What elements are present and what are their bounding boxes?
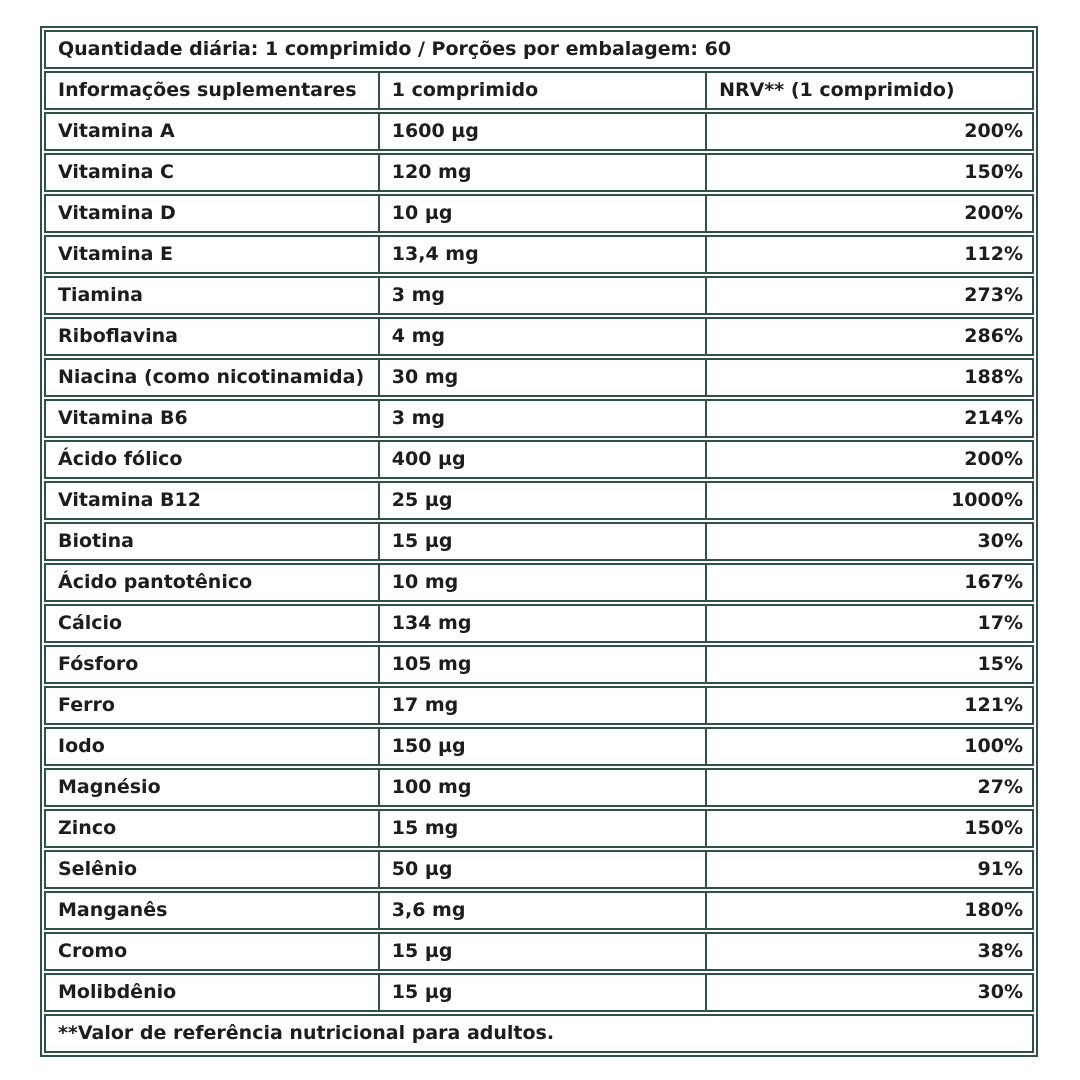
amount-cell: 120 mg xyxy=(378,155,705,190)
nutrient-name-cell: Vitamina B12 xyxy=(58,488,201,511)
nutrient-name-cell: Cálcio xyxy=(58,611,123,634)
amount-cell: 3,6 mg xyxy=(378,893,705,928)
nrv-cell: 30% xyxy=(705,975,1032,1010)
table-row xyxy=(44,276,1034,315)
amount-cell: 10 mg xyxy=(378,565,705,600)
amount-cell: 1600 µg xyxy=(378,114,705,149)
nrv-cell: 121% xyxy=(705,688,1032,723)
column-header-nrv: NRV** (1 comprimido) xyxy=(705,73,1032,108)
table-row xyxy=(44,194,1034,233)
amount-cell: 13,4 mg xyxy=(378,237,705,272)
table-row xyxy=(44,932,1034,971)
nrv-cell: 15% xyxy=(705,647,1032,682)
nrv-cell: 100% xyxy=(705,729,1032,764)
amount-cell: 15 µg xyxy=(378,934,705,969)
nutrient-name-cell: Cromo xyxy=(58,939,128,962)
nutrient-name-cell: Ácido fólico xyxy=(58,447,183,470)
nrv-cell: 286% xyxy=(705,319,1032,354)
nutrient-name-cell: Niacina (como nicotinamida) xyxy=(58,365,365,388)
nutrient-name-cell: Vitamina C xyxy=(58,160,175,183)
nrv-cell: 188% xyxy=(705,360,1032,395)
amount-cell: 15 mg xyxy=(378,811,705,846)
supplement-facts-table xyxy=(40,26,1038,1057)
nutrient-name-cell: Vitamina D xyxy=(58,201,176,224)
table-row xyxy=(44,563,1034,602)
amount-cell: 400 µg xyxy=(378,442,705,477)
nutrient-name-cell: Zinco xyxy=(58,816,117,839)
footnote-row xyxy=(44,1014,1034,1053)
amount-cell: 150 µg xyxy=(378,729,705,764)
nutrient-name-cell: Vitamina B6 xyxy=(58,406,188,429)
table-row xyxy=(44,153,1034,192)
amount-cell: 25 µg xyxy=(378,483,705,518)
nrv-cell: 17% xyxy=(705,606,1032,641)
nrv-cell: 1000% xyxy=(705,483,1032,518)
amount-cell: 134 mg xyxy=(378,606,705,641)
table-row xyxy=(44,235,1034,274)
nutrient-name-cell: Manganês xyxy=(58,898,168,921)
amount-cell: 30 mg xyxy=(378,360,705,395)
nrv-cell: 112% xyxy=(705,237,1032,272)
table-row xyxy=(44,358,1034,397)
table-row xyxy=(44,399,1034,438)
daily-quantity-row xyxy=(44,30,1034,69)
nutrient-name-cell: Biotina xyxy=(58,529,134,552)
nrv-cell: 180% xyxy=(705,893,1032,928)
amount-cell: 105 mg xyxy=(378,647,705,682)
nutrient-name-cell: Selênio xyxy=(58,857,138,880)
amount-cell: 100 mg xyxy=(378,770,705,805)
amount-cell: 3 mg xyxy=(378,278,705,313)
amount-cell: 15 µg xyxy=(378,975,705,1010)
nrv-cell: 30% xyxy=(705,524,1032,559)
nutrient-name-cell: Ácido pantotênico xyxy=(58,570,253,593)
nrv-cell: 27% xyxy=(705,770,1032,805)
nrv-cell: 38% xyxy=(705,934,1032,969)
table-row xyxy=(44,727,1034,766)
amount-cell: 15 µg xyxy=(378,524,705,559)
amount-cell: 17 mg xyxy=(378,688,705,723)
nrv-cell: 200% xyxy=(705,442,1032,477)
table-row xyxy=(44,768,1034,807)
nrv-cell: 150% xyxy=(705,811,1032,846)
nutrient-name-cell: Fósforo xyxy=(58,652,139,675)
nutrient-name-cell: Vitamina E xyxy=(58,242,174,265)
column-header-amount: 1 comprimido xyxy=(378,73,705,108)
nrv-cell: 214% xyxy=(705,401,1032,436)
footnote-text: **Valor de referência nutricional para adultos. xyxy=(58,1021,555,1044)
table-row xyxy=(44,686,1034,725)
nrv-cell: 200% xyxy=(705,196,1032,231)
table-row xyxy=(44,440,1034,479)
table-row xyxy=(44,317,1034,356)
table-row xyxy=(44,809,1034,848)
nutrient-name-cell: Riboflavina xyxy=(58,324,178,347)
amount-cell: 50 µg xyxy=(378,852,705,887)
amount-cell: 10 µg xyxy=(378,196,705,231)
nutrient-name-cell: Vitamina A xyxy=(58,119,175,142)
nutrient-name-cell: Molibdênio xyxy=(58,980,177,1003)
table-row xyxy=(44,604,1034,643)
table-row xyxy=(44,522,1034,561)
table-row xyxy=(44,891,1034,930)
nrv-cell: 167% xyxy=(705,565,1032,600)
nutrient-name-cell: Ferro xyxy=(58,693,115,716)
nrv-cell: 150% xyxy=(705,155,1032,190)
nrv-cell: 91% xyxy=(705,852,1032,887)
nrv-cell: 273% xyxy=(705,278,1032,313)
nutrient-name-cell: Iodo xyxy=(58,734,105,757)
daily-quantity-text: Quantidade diária: 1 comprimido / Porções por embalagem: 60 xyxy=(58,37,732,60)
column-header-nutrient: Informações suplementares xyxy=(58,78,357,101)
column-header-row xyxy=(44,71,1034,110)
nrv-cell: 200% xyxy=(705,114,1032,149)
table-row xyxy=(44,850,1034,889)
table-row xyxy=(44,645,1034,684)
table-row xyxy=(44,973,1034,1012)
table-row xyxy=(44,112,1034,151)
table-row xyxy=(44,481,1034,520)
nutrient-name-cell: Magnésio xyxy=(58,775,161,798)
nutrient-name-cell: Tiamina xyxy=(58,283,143,306)
amount-cell: 4 mg xyxy=(378,319,705,354)
amount-cell: 3 mg xyxy=(378,401,705,436)
